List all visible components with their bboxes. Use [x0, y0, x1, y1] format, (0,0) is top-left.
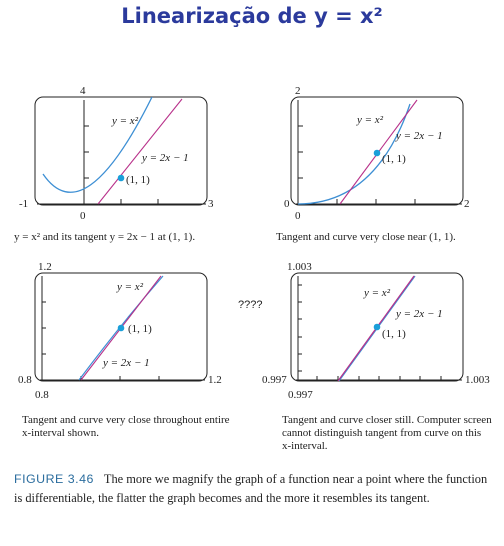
panel-3-point	[118, 325, 125, 332]
panel-1-caption: y = x² and its tangent y = 2x − 1 at (1, 1).	[14, 231, 196, 243]
panel-2-y-max: 2	[295, 85, 301, 97]
figure-caption-label: FIGURE 3.46	[14, 472, 94, 486]
panel-2-x-min: 0	[284, 198, 290, 210]
panel-4-y-zero: 0.997	[262, 374, 287, 386]
panel-1-x-min: -1	[19, 198, 29, 210]
panel-4-y-max: 1.003	[287, 261, 312, 273]
panel-2-point	[374, 150, 381, 157]
panel-2-tangent-label: y = 2x − 1	[396, 130, 443, 142]
panel-3-y-ticks	[42, 302, 46, 354]
panel-3-point-label: (1, 1)	[128, 323, 152, 335]
panel-2-y-ticks	[298, 126, 303, 178]
panel-2-x-ticks	[337, 199, 415, 204]
panel-1-y-max: 4	[80, 85, 86, 97]
panel-1-tangent-label: y = 2x − 1	[142, 152, 189, 164]
panel-1-y-ticks	[84, 126, 89, 178]
panel-4-point-label: (1, 1)	[382, 328, 406, 340]
figure-caption	[14, 470, 492, 508]
panel-3-caption: Tangent and curve very close throughout entire x-interval shown.	[22, 414, 230, 439]
page-title: Linearização de y = x²	[121, 4, 383, 28]
panel-3-y-max: 1.2	[38, 261, 52, 273]
panel-2-caption: Tangent and curve very close near (1, 1).	[276, 231, 456, 243]
panel-3-x-ticks	[81, 376, 159, 380]
panel-1-curve-label: y = x²	[112, 115, 138, 127]
panel-4	[262, 261, 490, 401]
panel-4-y-ticks	[298, 285, 302, 371]
panel-2-x-max: 2	[464, 198, 470, 210]
panel-1-y-zero: 0	[80, 210, 86, 222]
figure-caption-text: The more we magnify the graph of a function near a point where the function is differentiable, the flatter the graph becomes and the more it resembles its tangent.	[14, 472, 488, 505]
panel-3	[18, 261, 222, 401]
panel-1-point	[118, 175, 125, 182]
panel-2-point-label: (1, 1)	[382, 153, 406, 165]
panel-4-x-ticks	[317, 376, 441, 380]
panel-3-curve-label: y = x²	[117, 281, 143, 293]
panel-3-tangent-label: y = 2x − 1	[103, 357, 150, 369]
panel-4-point	[374, 324, 381, 331]
panel-2-curve-label: y = x²	[357, 114, 383, 126]
panel-3-x-max: 1.2	[208, 374, 222, 386]
panel-1-point-label: (1, 1)	[126, 174, 150, 186]
panel-1-x-ticks	[121, 199, 158, 204]
panel-1	[19, 85, 214, 222]
panel-3-x-min: 0.8	[35, 389, 49, 401]
panel-2-y-zero: 0	[295, 210, 301, 222]
panel-1-x-max: 3	[208, 198, 214, 210]
panel-4-caption: Tangent and curve closer still. Computer screen cannot distinguish tangent from curve on this x-interval.	[282, 414, 492, 452]
panel-3-y-zero: 0.8	[18, 374, 32, 386]
panel-4-tangent-label: y = 2x − 1	[396, 308, 443, 320]
panel-2	[284, 85, 470, 222]
panel-4-x-min: 0.997	[288, 389, 313, 401]
panel-4-x-max: 1.003	[465, 374, 490, 386]
panel-4-curve-label: y = x²	[364, 287, 390, 299]
middle-label: ????	[238, 299, 263, 311]
